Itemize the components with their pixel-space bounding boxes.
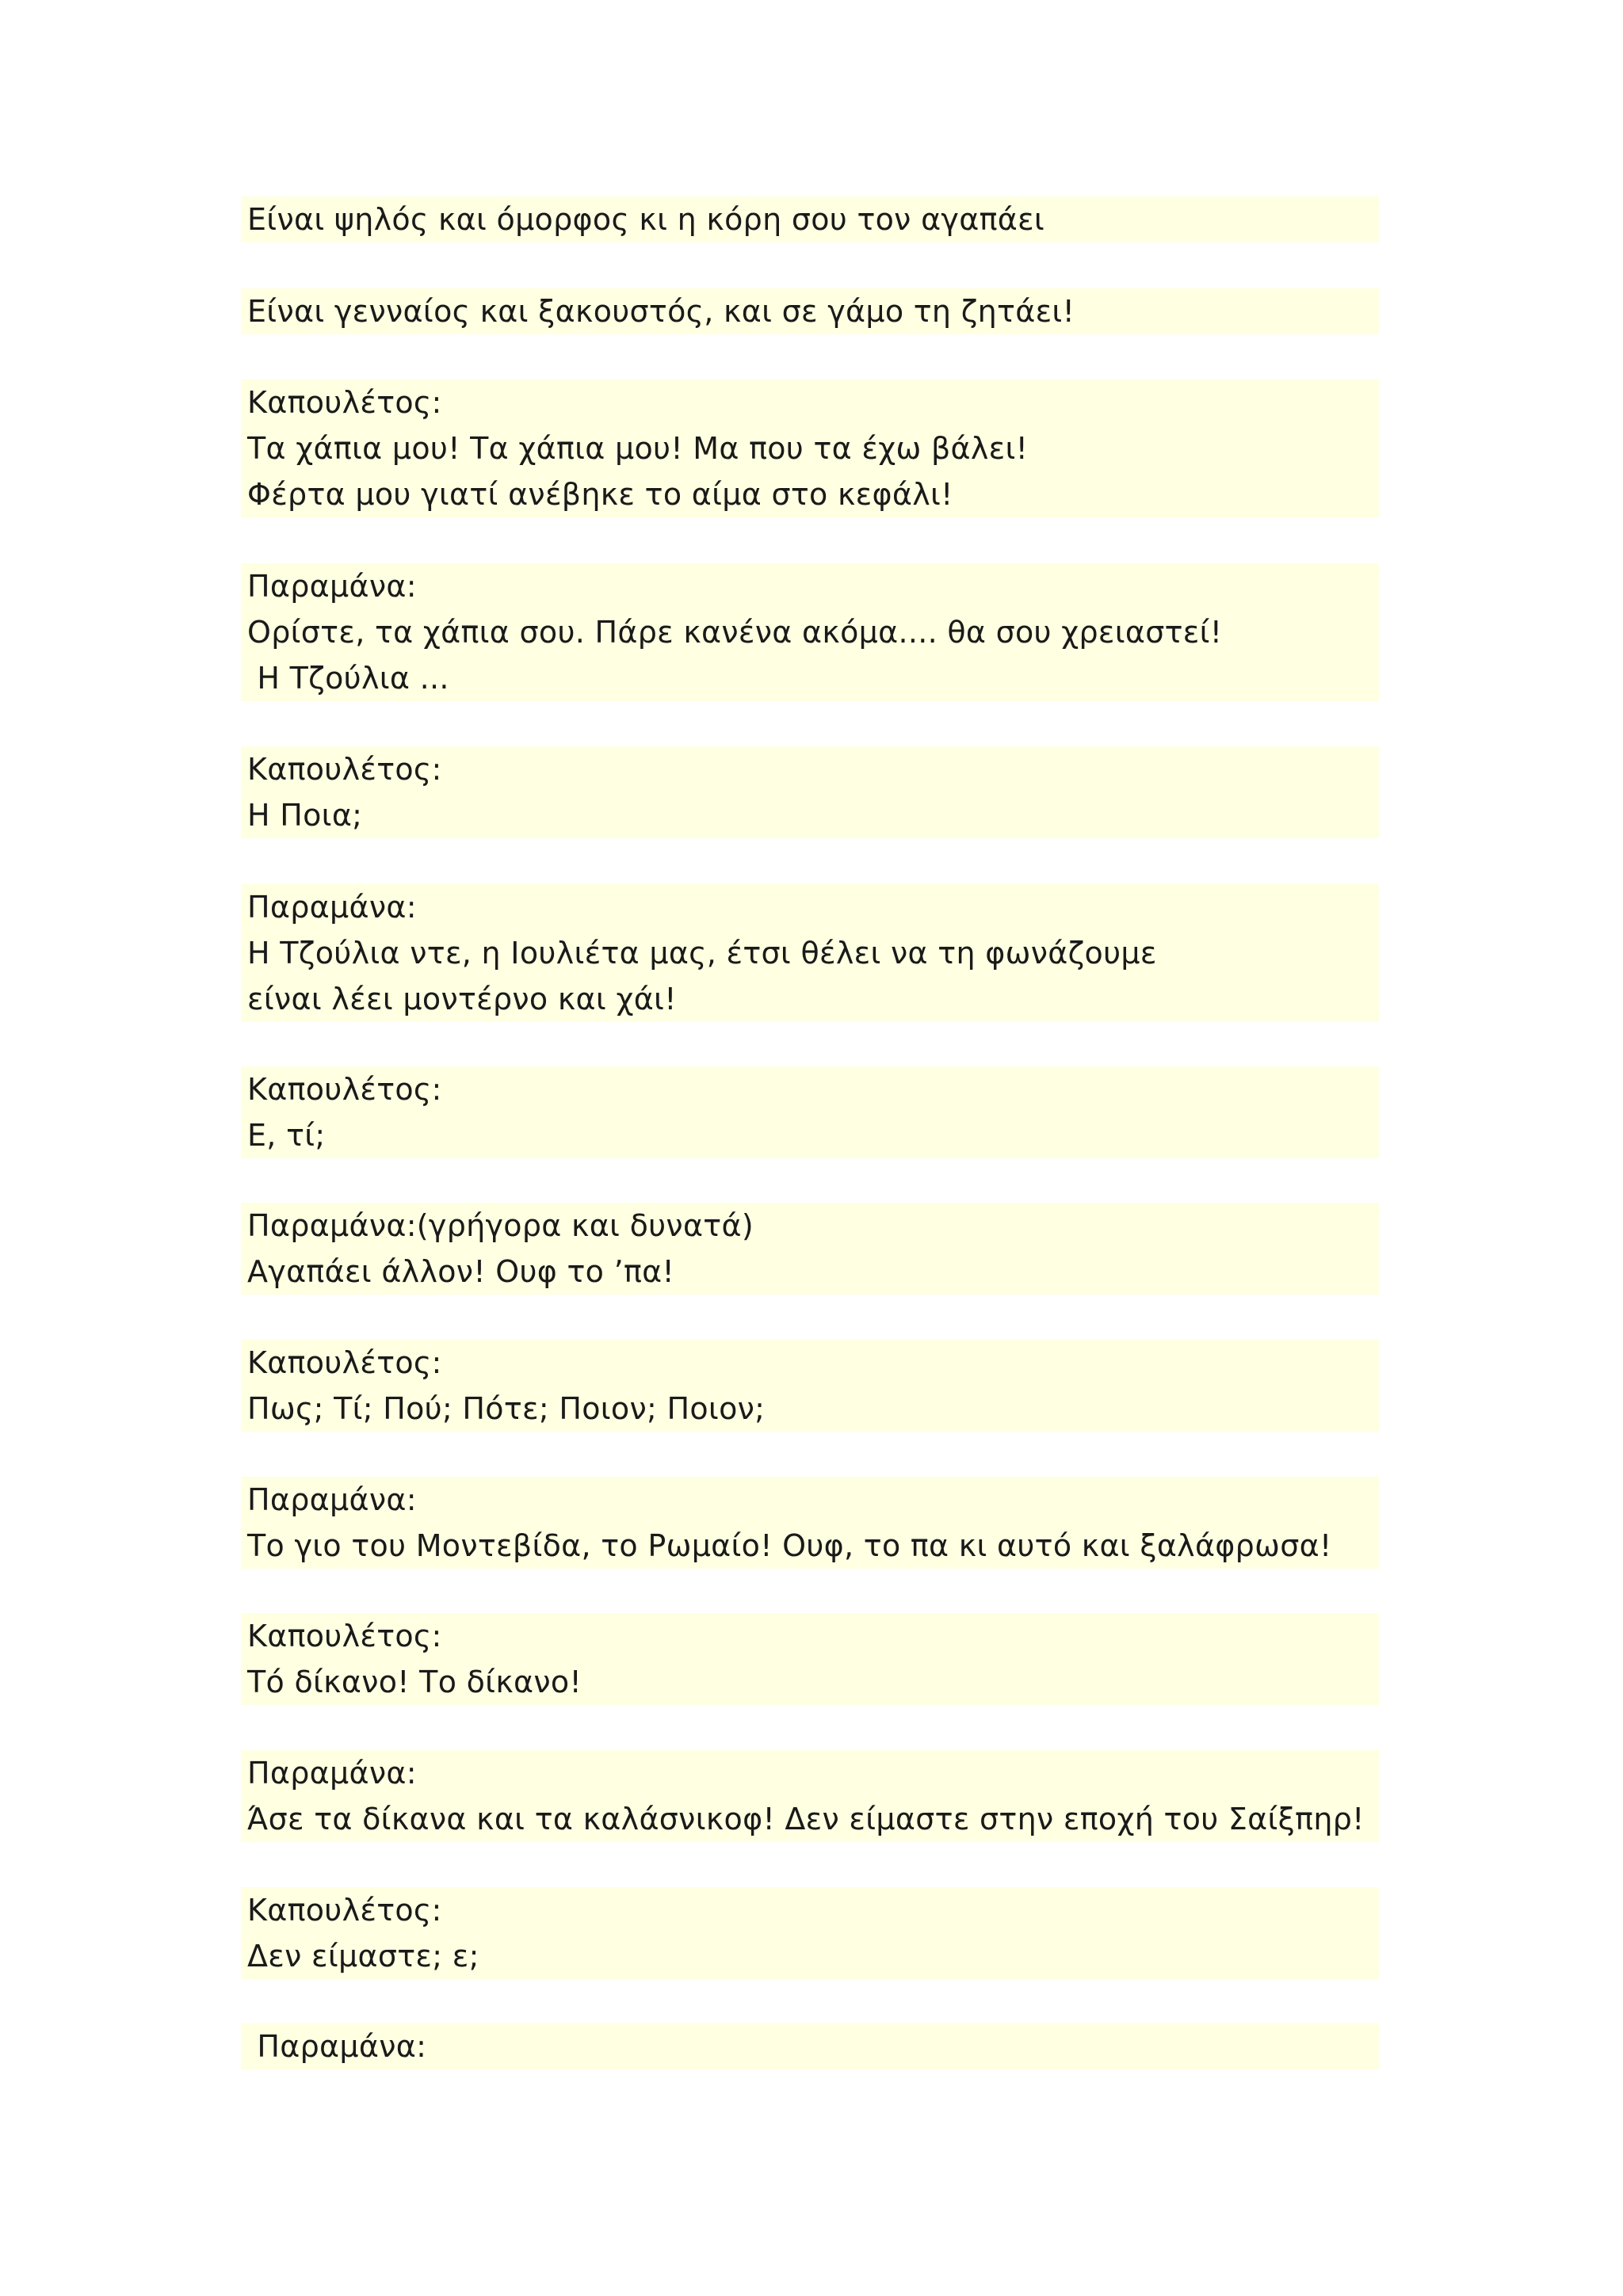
dialogue-block (241, 1750, 1379, 1842)
verse-line: Είναι γενναίος και ξακουστός, και σε γάμο τη ζητάει! (247, 294, 1075, 329)
dialogue-block (241, 884, 1379, 1022)
speaker-name: Παραμάνα: (247, 2029, 427, 2064)
dialogue-line: Φέρτα μου γιατί ανέβηκε το αίμα στο κεφάλι! (247, 477, 953, 512)
dialogue-line: Άσε τα δίκανα και τα καλάσνικοφ! Δεν είμαστε στην εποχή του Σαίξπηρ! (247, 1802, 1365, 1836)
dialogue-line: Η Τζούλια ... (247, 661, 449, 696)
dialogue-line: Πως; Τί; Πού; Πότε; Ποιον; Ποιον; (247, 1391, 766, 1426)
dialogue-block (241, 1477, 1379, 1569)
dialogue-block (241, 1613, 1379, 1705)
dialogue-line: Ε, τί; (247, 1118, 326, 1153)
verse-line: Είναι ψηλός και όμορφος κι η κόρη σου τον αγαπάει (247, 202, 1045, 237)
speaker-name: Καπουλέτος: (247, 1345, 442, 1380)
speaker-name: Παραμάνα: (247, 569, 417, 604)
dialogue-line: Το γιο του Μοντεβίδα, το Ρωμαίο! Ουφ, το πα κι αυτό και ξαλάφρωσα! (247, 1528, 1332, 1563)
speaker-name: Καπουλέτος: (247, 385, 442, 420)
dialogue-line: Τα χάπια μου! Τα χάπια μου! Μα που τα έχω βάλει! (247, 431, 1029, 466)
dialogue-block (241, 1066, 1379, 1158)
dialogue-block (241, 379, 1379, 517)
dialogue-line: είναι λέει μοντέρνο και χάι! (247, 982, 677, 1016)
dialogue-block (241, 563, 1379, 701)
dialogue-line: Αγαπάει άλλον! Ουφ το ’πα! (247, 1254, 675, 1289)
dialogue-line: Δεν είμαστε; ε; (247, 1939, 479, 1974)
speaker-name: Παραμάνα:(γρήγορα και δυνατά) (247, 1208, 754, 1243)
dialogue-line: Η Τζούλια ντε, η Ιουλιέτα μας, έτσι θέλει να τη φωνάζουμε (247, 936, 1157, 971)
dialogue-block (241, 1203, 1379, 1295)
verse-line-block (241, 288, 1379, 334)
dialogue-block (241, 1887, 1379, 1979)
speaker-name: Παραμάνα: (247, 890, 417, 925)
dialogue-line: Ορίστε, τα χάπια σου. Πάρε κανένα ακόμα.... θα σου χρειαστεί! (247, 615, 1223, 650)
speaker-name: Καπουλέτος: (247, 1619, 442, 1653)
dialogue-block (241, 746, 1379, 838)
speaker-name: Καπουλέτος: (247, 1072, 442, 1107)
dialogue-block (241, 1340, 1379, 1432)
speaker-name: Παραμάνα: (247, 1482, 417, 1517)
verse-line-block (241, 196, 1379, 242)
dialogue-block (241, 2023, 1379, 2069)
dialogue-line: Η Ποια; (247, 798, 363, 833)
speaker-name: Παραμάνα: (247, 1756, 417, 1791)
dialogue-line: Τό δίκανο! Το δίκανο! (247, 1665, 582, 1699)
speaker-name: Καπουλέτος: (247, 1893, 442, 1928)
speaker-name: Καπουλέτος: (247, 752, 442, 787)
